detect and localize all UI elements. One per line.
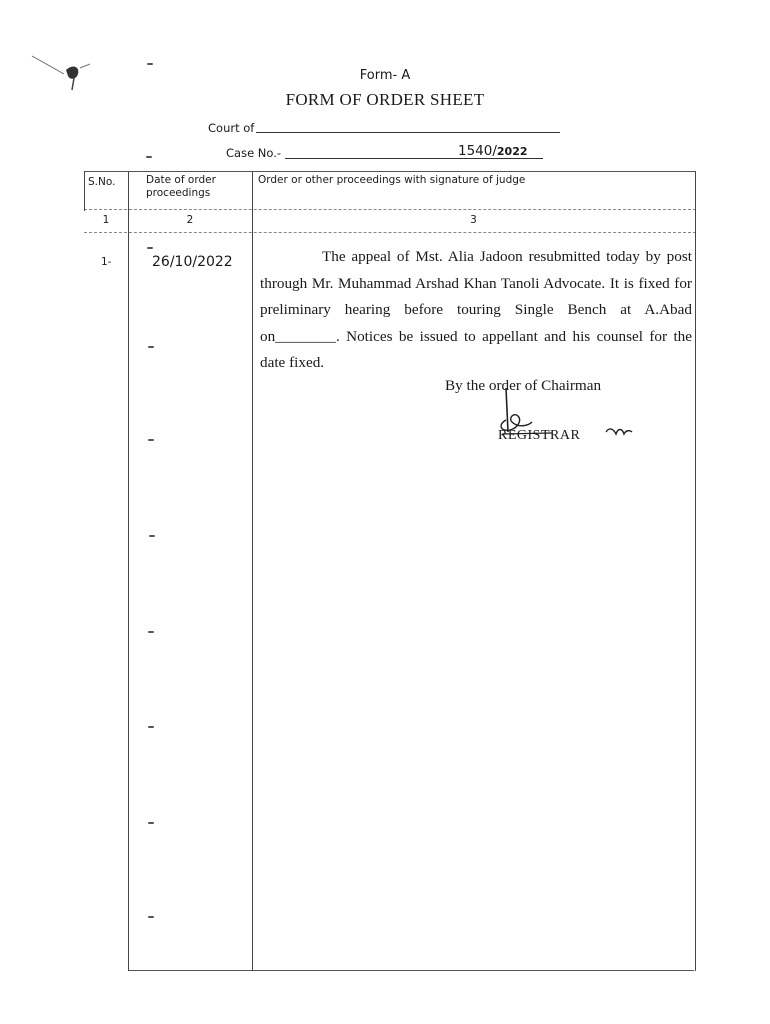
scan-speck	[148, 916, 154, 918]
scan-speck	[149, 535, 155, 537]
table-row-sno: 1-	[101, 256, 112, 268]
case-number: 1540/	[458, 143, 497, 159]
scan-speck	[148, 726, 154, 728]
column-header-sno: S.No.	[88, 176, 116, 188]
column-number-divider	[84, 232, 696, 233]
column-divider-date	[252, 171, 253, 971]
table-left-border	[84, 171, 85, 211]
table-right-border	[695, 171, 696, 971]
scan-speck	[148, 439, 154, 441]
page-title: FORM OF ORDER SHEET	[285, 90, 485, 109]
header-divider	[84, 209, 696, 210]
court-label: Court of	[208, 121, 255, 135]
column-header-date	[146, 174, 216, 200]
order-paragraph: The appeal of Mst. Alia Jadoon resubmitted today by post through Mr. Muhammad Arshad Khan Tanoli Advocate. It is fixed for preliminary hearing before touring Single Bench at A.Abad on________. Notices be issued to appellant and his counsel for the date fixed.	[260, 248, 692, 371]
scan-speck	[148, 631, 154, 633]
by-order-line: By the order of Chairman	[445, 377, 602, 394]
column-header-date-line1: Date of order	[146, 174, 216, 186]
case-number-value	[458, 143, 528, 159]
table-row-date: 26/10/2022	[152, 254, 233, 270]
column-header-order: Order or other proceedings with signature of judge	[258, 174, 526, 186]
case-year: 2022	[496, 145, 528, 158]
scan-speck	[148, 346, 154, 348]
order-text	[260, 244, 692, 377]
column-number-2: 2	[186, 214, 194, 226]
table-bottom-border	[128, 970, 694, 971]
scan-speck	[148, 822, 154, 824]
column-number-1: 1	[102, 214, 110, 226]
column-header-date-line2: proceedings	[146, 187, 211, 199]
column-divider-sno	[128, 171, 129, 971]
column-number-3: 3	[470, 214, 477, 226]
form-label: Form- A	[359, 68, 411, 83]
scan-speck	[146, 156, 152, 158]
scan-speck	[147, 63, 153, 65]
scan-speck	[147, 247, 153, 249]
registrar-signatory: REGISTRAR	[498, 428, 581, 443]
court-blank-line	[256, 132, 560, 133]
case-number-label: Case No.-	[226, 146, 282, 160]
table-top-border	[84, 171, 696, 172]
